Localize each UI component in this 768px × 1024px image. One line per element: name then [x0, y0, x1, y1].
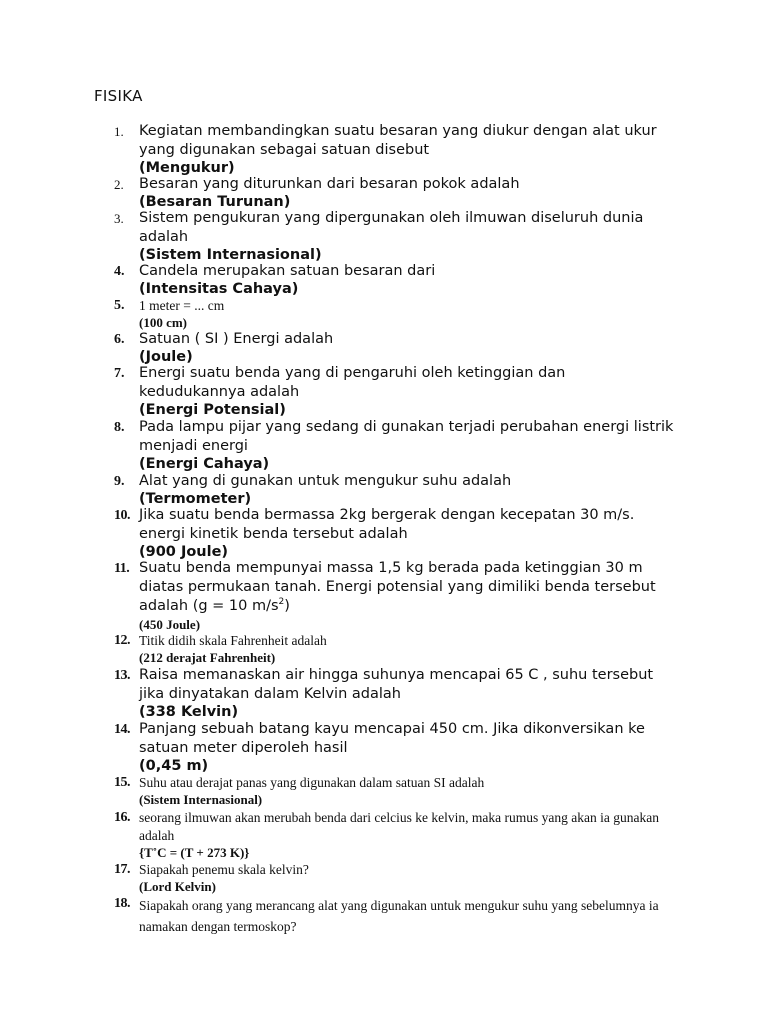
- question-answer: (Sistem Internasional): [139, 247, 322, 263]
- question-text: Panjang sebuah batang kayu mencapai 450 cm. Jika dikonversikan ke satuan meter diperoleh hasil: [139, 721, 645, 756]
- question-text: Sistem pengukuran yang dipergunakan oleh ilmuwan diseluruh dunia adalah: [139, 210, 644, 245]
- question-number: 6.: [114, 332, 125, 347]
- question-text-main: Suatu benda mempunyai massa 1,5 kg berada pada ketinggian 30 m diatas permukaan tanah. Energi potensial yang dimiliki benda tersebut adalah (g = 10 m/s: [139, 560, 656, 614]
- question-text: seorang ilmuwan akan merubah benda dari celcius ke kelvin, maka rumus yang akan ia gunakan adalah: [139, 810, 659, 843]
- question-item: [114, 666, 674, 721]
- question-answer: (338 Kelvin): [139, 704, 239, 720]
- question-number: 14.: [114, 722, 130, 737]
- question-text: Raisa memanaskan air hingga suhunya mencapai 65 C , suhu tersebut jika dinyatakan dalam Kelvin adalah: [139, 667, 654, 702]
- question-answer: {T˚C = (T + 273 K)}: [139, 845, 250, 860]
- question-item: [114, 720, 674, 775]
- question-answer: (Besaran Turunan): [139, 194, 291, 210]
- question-answer: (Sistem Internasional): [139, 792, 263, 807]
- question-text: [139, 559, 674, 616]
- question-item: [114, 632, 674, 666]
- question-number: 7.: [114, 366, 125, 381]
- question-answer: (Termometer): [139, 491, 252, 507]
- document-title: FISIKA: [94, 87, 143, 105]
- question-text: Siapakah orang yang merancang alat yang digunakan untuk mengukur suhu yang sebelumnya ia namakan dengan termoskop?: [139, 898, 659, 934]
- question-answer: (Mengukur): [139, 160, 235, 176]
- question-item: [114, 861, 674, 895]
- question-item: [114, 418, 674, 473]
- question-text: Besaran yang diturunkan dari besaran pokok adalah: [139, 176, 520, 192]
- question-item: [114, 209, 674, 264]
- question-item: [114, 364, 674, 419]
- question-answer: (Joule): [139, 349, 193, 365]
- question-item: [114, 559, 674, 634]
- question-item: [114, 774, 674, 808]
- question-text: 1 meter = ... cm: [139, 298, 225, 313]
- question-item: [114, 330, 674, 366]
- question-number: 13.: [114, 668, 130, 683]
- question-text: Energi suatu benda yang di pengaruhi oleh ketinggian dan kedudukannya adalah: [139, 365, 566, 400]
- question-item: [114, 472, 674, 508]
- question-number: 15.: [114, 775, 130, 790]
- question-number: 8.: [114, 420, 125, 435]
- question-text: Kegiatan membandingkan suatu besaran yang diukur dengan alat ukur yang digunakan sebagai satuan disebut: [139, 123, 657, 158]
- question-number: 3.: [114, 211, 124, 226]
- question-text: Suhu atau derajat panas yang digunakan dalam satuan SI adalah: [139, 775, 485, 790]
- question-number: 10.: [114, 508, 130, 523]
- question-number: 9.: [114, 474, 125, 489]
- question-number: 18.: [114, 896, 130, 911]
- question-item: [114, 895, 674, 937]
- question-answer: (900 Joule): [139, 544, 229, 560]
- question-item: [114, 297, 674, 331]
- question-number: 4.: [114, 264, 125, 279]
- question-item: [114, 175, 674, 211]
- question-number: 5.: [114, 298, 125, 313]
- question-text: Siapakah penemu skala kelvin?: [139, 862, 309, 877]
- question-number: 16.: [114, 810, 130, 825]
- question-number: 12.: [114, 633, 130, 648]
- superscript: 2: [278, 597, 285, 608]
- question-text: Candela merupakan satuan besaran dari: [139, 263, 436, 279]
- question-number: 17.: [114, 862, 130, 877]
- question-answer: (212 derajat Fahrenheit): [139, 650, 276, 665]
- question-answer: (Energi Cahaya): [139, 456, 270, 472]
- question-answer: (Energi Potensial): [139, 402, 286, 418]
- question-number: 2.: [114, 177, 124, 192]
- question-item: [114, 262, 674, 298]
- question-text: Jika suatu benda bermassa 2kg bergerak dengan kecepatan 30 m/s. energi kinetik benda tersebut adalah: [139, 507, 635, 542]
- question-answer: (Intensitas Cahaya): [139, 281, 299, 297]
- question-text-end: ): [284, 598, 290, 614]
- question-answer: (100 cm): [139, 315, 188, 330]
- question-answer: (Lord Kelvin): [139, 879, 216, 894]
- question-text: Alat yang di gunakan untuk mengukur suhu adalah: [139, 473, 512, 489]
- question-answer: (450 Joule): [139, 617, 201, 632]
- question-text: Satuan ( SI ) Energi adalah: [139, 331, 334, 347]
- question-item: [114, 506, 674, 561]
- question-number: 1.: [114, 124, 124, 139]
- question-item: [114, 122, 674, 177]
- question-answer: (0,45 m): [139, 758, 209, 774]
- question-number: 11.: [114, 561, 130, 576]
- question-text: Pada lampu pijar yang sedang di gunakan terjadi perubahan energi listrik menjadi energi: [139, 419, 674, 454]
- question-item: [114, 809, 674, 861]
- question-text: Titik didih skala Fahrenheit adalah: [139, 633, 327, 648]
